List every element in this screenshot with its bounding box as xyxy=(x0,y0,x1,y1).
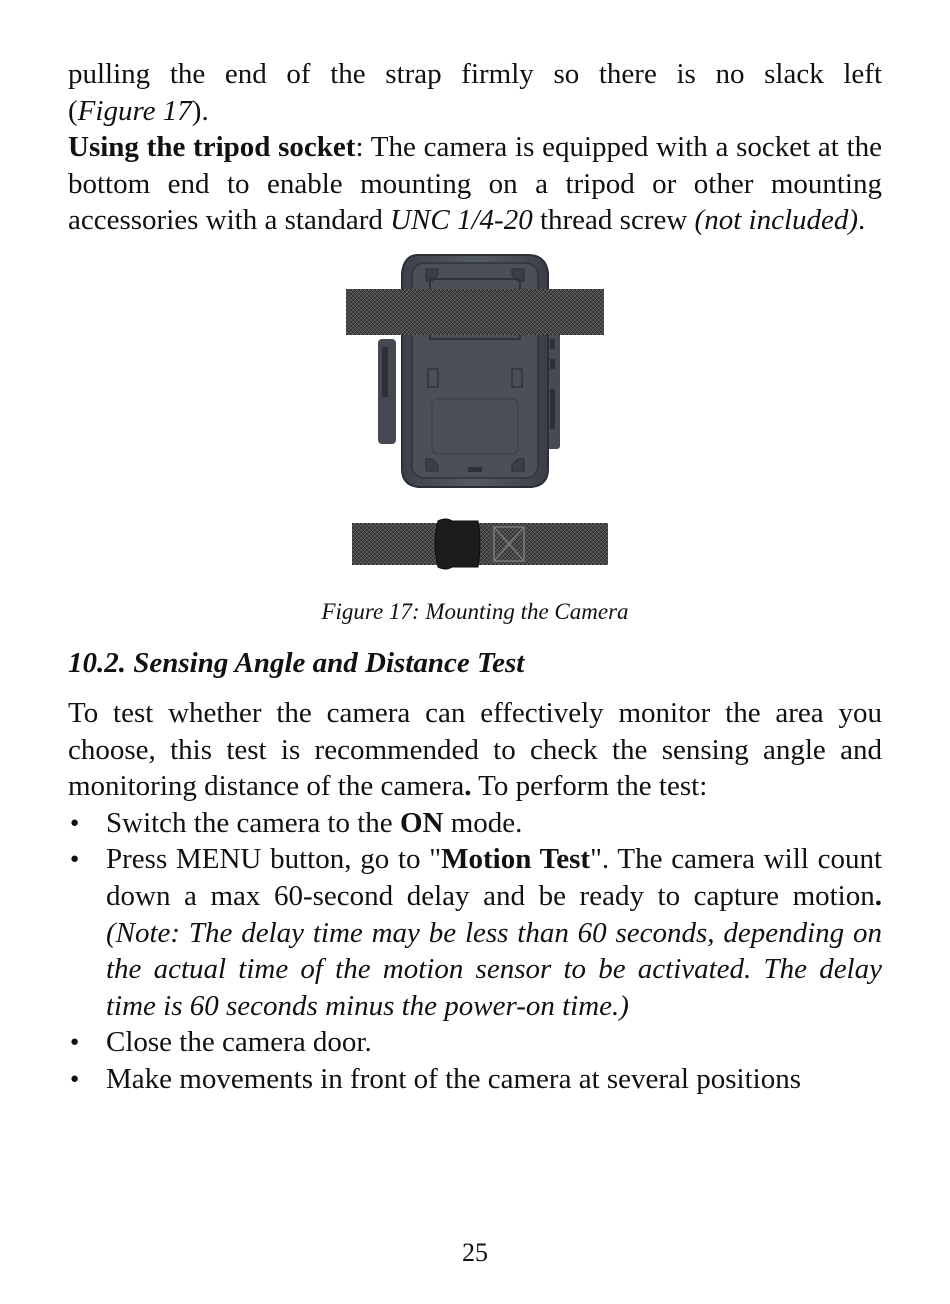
section-intro-text: To test whether the camera can effectively monitor the area you choose, this test is recommended to check the sensing angle and monitoring distance of the camera xyxy=(68,696,882,803)
motion-test-label: Motion Test xyxy=(441,843,591,876)
tripod-paragraph xyxy=(68,129,882,239)
step-1-tail: mode. xyxy=(443,806,523,839)
not-included-note: (not included) xyxy=(694,204,859,237)
list-item xyxy=(68,805,882,842)
figure-17 xyxy=(68,249,882,589)
step-2-tail: ". The camera will count down a max 60-second delay and be ready to capture motion xyxy=(106,843,882,912)
document-page xyxy=(68,56,882,1098)
section-heading: 10.2. Sensing Angle and Distance Test xyxy=(68,646,525,679)
on-mode-label: ON xyxy=(399,806,444,839)
paren-open: ( xyxy=(68,94,78,127)
section-intro-tail: To perform the test: xyxy=(471,770,708,803)
page-number: 25 xyxy=(462,1238,488,1267)
paren-close: ). xyxy=(191,94,209,127)
step-1-text: Switch the camera to the xyxy=(106,806,400,839)
tripod-text-1: : The camera is equipped with a socket at the bottom end to enable mounting on a tripod or other mounting accessories with a standard xyxy=(68,131,882,237)
step-2-text: Press MENU button, go to " xyxy=(106,843,442,876)
step-3-text: Close the camera door. xyxy=(106,1026,372,1059)
tripod-text-2: thread screw xyxy=(532,204,695,237)
delay-note: (Note: The delay time may be less than 60 seconds, depending on the actual time of the motion sensor to be activated. The delay time is 60 seconds minus the power-on time.) xyxy=(106,916,882,1022)
step-2-dot: . xyxy=(874,879,882,912)
section-intro-dot: . xyxy=(464,770,472,803)
figure-reference: Figure 17 xyxy=(77,94,192,127)
step-4-text: Make movements in front of the camera at several positions xyxy=(106,1062,801,1095)
tripod-end: . xyxy=(858,204,866,237)
intro-line: pulling the end of the strap firmly so there is no slack left xyxy=(68,58,882,90)
list-item xyxy=(68,1024,882,1061)
test-steps-list xyxy=(68,805,882,1098)
figure-reference-line xyxy=(68,93,882,130)
list-item xyxy=(68,841,882,1024)
figure-caption: Figure 17: Mounting the Camera xyxy=(321,598,629,624)
list-item xyxy=(68,1061,882,1098)
camera-mounting-illustration xyxy=(346,249,616,579)
intro-paragraph xyxy=(68,56,882,93)
tripod-title: Using the tripod socket xyxy=(68,131,356,164)
section-intro xyxy=(68,695,882,805)
thread-spec: UNC 1/4-20 xyxy=(390,204,533,237)
